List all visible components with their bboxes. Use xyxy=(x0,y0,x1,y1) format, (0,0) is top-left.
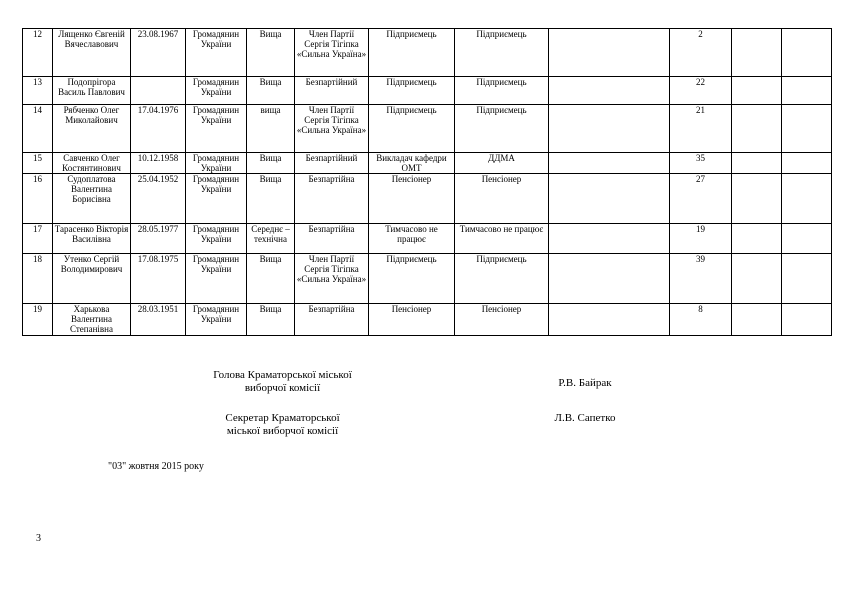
row-number: 18 xyxy=(23,254,53,304)
education: Вища xyxy=(247,254,295,304)
education: вища xyxy=(247,105,295,153)
education: Середнє – технічна xyxy=(247,224,295,254)
empty-cell xyxy=(782,174,832,224)
workplace: Викладач кафедри ОМТ xyxy=(369,153,455,174)
candidate-name: Харькова Валентина Степанівна xyxy=(53,304,131,336)
birth-date: 10.12.1958 xyxy=(131,153,186,174)
workplace: Пенсіонер xyxy=(369,174,455,224)
empty-cell xyxy=(782,224,832,254)
votes-count: 35 xyxy=(670,153,732,174)
education: Вища xyxy=(247,153,295,174)
empty-cell xyxy=(732,77,782,105)
party-membership: Член Партії Сергія Тігіпка «Сильна Україна» xyxy=(295,105,369,153)
empty-cell xyxy=(549,254,670,304)
occupation: Підприємець xyxy=(455,77,549,105)
occupation: ДДМА xyxy=(455,153,549,174)
candidates-table xyxy=(22,28,832,336)
row-number: 13 xyxy=(23,77,53,105)
votes-count: 2 xyxy=(670,29,732,77)
birth-date: 28.03.1951 xyxy=(131,304,186,336)
document-date: "03" жовтня 2015 року xyxy=(108,461,204,472)
row-number: 16 xyxy=(23,174,53,224)
candidate-name: Судоплатова Валентина Борисівна xyxy=(53,174,131,224)
candidate-name: Подопрігора Василь Павлович xyxy=(53,77,131,105)
education: Вища xyxy=(247,174,295,224)
occupation: Підприємець xyxy=(455,29,549,77)
table-row xyxy=(23,224,832,254)
secretary-title-line2: міської виборчої комісії xyxy=(226,425,339,437)
secretary-name: Л.В. Сапетко xyxy=(554,412,616,424)
secretary-title xyxy=(195,412,370,438)
education: Вища xyxy=(247,304,295,336)
empty-cell xyxy=(732,254,782,304)
empty-cell xyxy=(782,77,832,105)
party-membership: Член Партії Сергія Тігіпка «Сильна Україна» xyxy=(295,254,369,304)
party-membership: Член Партії Сергія Тігіпка «Сильна Україна» xyxy=(295,29,369,77)
birth-date: 17.08.1975 xyxy=(131,254,186,304)
votes-count: 22 xyxy=(670,77,732,105)
workplace: Підприємець xyxy=(369,29,455,77)
citizenship: Громадянин України xyxy=(186,254,247,304)
empty-cell xyxy=(732,105,782,153)
empty-cell xyxy=(732,304,782,336)
empty-cell xyxy=(549,29,670,77)
votes-count: 39 xyxy=(670,254,732,304)
party-membership: Безпартійний xyxy=(295,77,369,105)
birth-date xyxy=(131,77,186,105)
citizenship: Громадянин України xyxy=(186,153,247,174)
workplace: Тимчасово не працює xyxy=(369,224,455,254)
table-row xyxy=(23,254,832,304)
candidate-name: Утенко Сергій Володимирович xyxy=(53,254,131,304)
birth-date: 23.08.1967 xyxy=(131,29,186,77)
empty-cell xyxy=(549,105,670,153)
table-row xyxy=(23,174,832,224)
row-number: 12 xyxy=(23,29,53,77)
occupation: Пенсіонер xyxy=(455,304,549,336)
empty-cell xyxy=(549,174,670,224)
votes-count: 27 xyxy=(670,174,732,224)
row-number: 19 xyxy=(23,304,53,336)
empty-cell xyxy=(782,304,832,336)
empty-cell xyxy=(732,29,782,77)
table-row xyxy=(23,29,832,77)
empty-cell xyxy=(549,77,670,105)
workplace: Підприємець xyxy=(369,105,455,153)
votes-count: 21 xyxy=(670,105,732,153)
table-row xyxy=(23,77,832,105)
occupation: Тимчасово не працює xyxy=(455,224,549,254)
empty-cell xyxy=(732,224,782,254)
occupation: Підприємець xyxy=(455,254,549,304)
citizenship: Громадянин України xyxy=(186,174,247,224)
citizenship: Громадянин України xyxy=(186,77,247,105)
chair-name: Р.В. Байрак xyxy=(558,377,612,389)
party-membership: Безпартійна xyxy=(295,224,369,254)
table-row xyxy=(23,153,832,174)
birth-date: 28.05.1977 xyxy=(131,224,186,254)
occupation: Підприємець xyxy=(455,105,549,153)
occupation: Пенсіонер xyxy=(455,174,549,224)
votes-count: 19 xyxy=(670,224,732,254)
row-number: 15 xyxy=(23,153,53,174)
secretary-title-line1: Секретар Краматорської xyxy=(225,412,340,424)
table-row xyxy=(23,304,832,336)
chair-title-line1: Голова Краматорської міської xyxy=(213,369,352,381)
row-number: 17 xyxy=(23,224,53,254)
votes-count: 8 xyxy=(670,304,732,336)
citizenship: Громадянин України xyxy=(186,224,247,254)
citizenship: Громадянин України xyxy=(186,304,247,336)
candidate-name: Савченко Олег Костянтинович xyxy=(53,153,131,174)
party-membership: Безпартійний xyxy=(295,153,369,174)
education: Вища xyxy=(247,77,295,105)
empty-cell xyxy=(732,174,782,224)
party-membership: Безпартійна xyxy=(295,174,369,224)
education: Вища xyxy=(247,29,295,77)
citizenship: Громадянин України xyxy=(186,29,247,77)
empty-cell xyxy=(782,105,832,153)
candidate-name: Тарасенко Вікторія Василівна xyxy=(53,224,131,254)
birth-date: 25.04.1952 xyxy=(131,174,186,224)
page-number: 3 xyxy=(36,533,41,544)
empty-cell xyxy=(549,304,670,336)
empty-cell xyxy=(782,29,832,77)
row-number: 14 xyxy=(23,105,53,153)
citizenship: Громадянин України xyxy=(186,105,247,153)
chair-title-line2: виборчої комісії xyxy=(244,382,321,394)
birth-date: 17.04.1976 xyxy=(131,105,186,153)
candidate-name: Рябченко Олег Миколайович xyxy=(53,105,131,153)
workplace: Пенсіонер xyxy=(369,304,455,336)
empty-cell xyxy=(782,153,832,174)
empty-cell xyxy=(549,224,670,254)
empty-cell xyxy=(782,254,832,304)
workplace: Підприємець xyxy=(369,77,455,105)
table-row xyxy=(23,105,832,153)
candidate-name: Лященко Євгеній Вячеславович xyxy=(53,29,131,77)
party-membership: Безпартійна xyxy=(295,304,369,336)
empty-cell xyxy=(732,153,782,174)
empty-cell xyxy=(549,153,670,174)
chair-title xyxy=(195,369,370,395)
workplace: Підприємець xyxy=(369,254,455,304)
